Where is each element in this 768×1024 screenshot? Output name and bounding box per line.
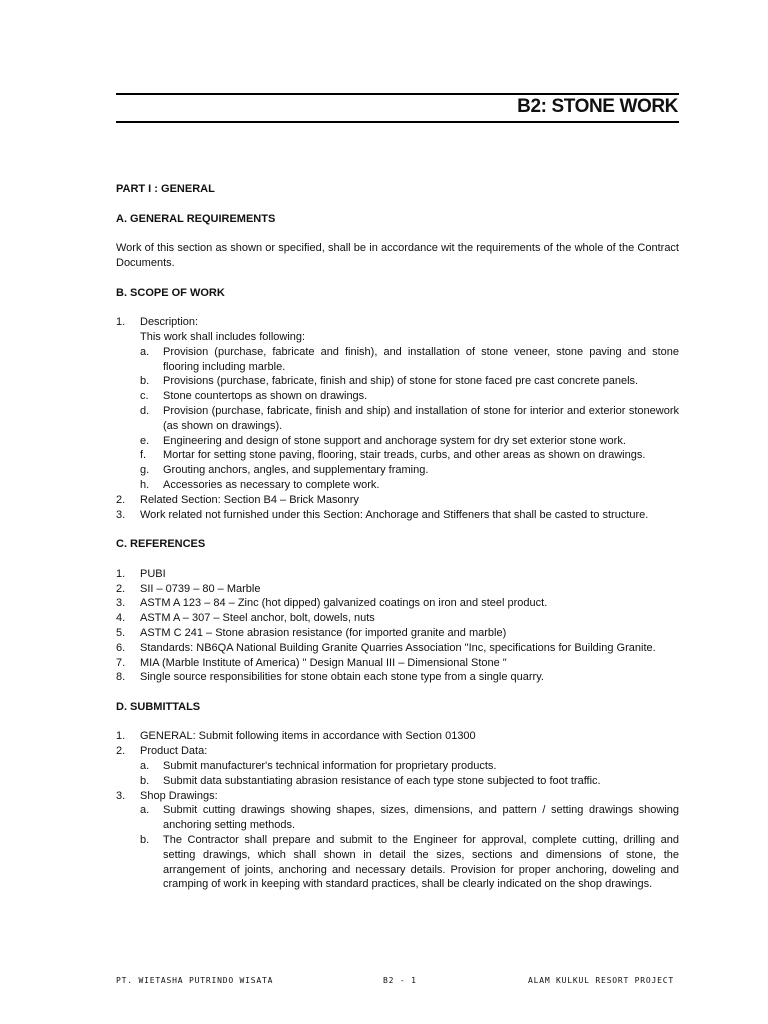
document-body: [116, 182, 679, 892]
list-text: Engineering and design of stone support and anchorage system for dry set exterior stone work.: [163, 434, 626, 447]
list-letter: c.: [140, 390, 149, 403]
list-number: 8.: [116, 671, 126, 684]
list-letter: a.: [140, 804, 150, 817]
list-item: [116, 315, 679, 330]
list-item: [116, 596, 679, 611]
list-item: [116, 744, 679, 759]
list-letter: a.: [140, 345, 150, 358]
section-b-heading: B. SCOPE OF WORK: [116, 286, 225, 299]
list-number: 1.: [116, 567, 126, 580]
list-number: 3.: [116, 597, 126, 610]
list-letter: h.: [140, 478, 150, 491]
list-item: [116, 789, 679, 804]
list-number: 1.: [116, 316, 126, 329]
list-subitem: [116, 374, 679, 389]
list-item: [116, 582, 679, 597]
list-item: [116, 508, 679, 523]
part-heading: PART I : GENERAL: [116, 183, 215, 195]
section-a-heading: A. GENERAL REQUIREMENTS: [116, 212, 276, 225]
list-text: This work shall includes following:: [140, 330, 306, 343]
list-number: 2.: [116, 582, 126, 595]
list-item: [116, 611, 679, 626]
list-text: Description:: [140, 316, 199, 329]
list-subitem: [116, 463, 679, 478]
document-title: B2: STONE WORK: [517, 96, 678, 117]
list-number: 4.: [116, 612, 126, 625]
list-number: 3.: [116, 789, 126, 802]
list-item: [116, 493, 679, 508]
footer-page-number: B2 - 1: [383, 976, 417, 985]
section-a-text: Work of this section as shown or specified, shall be in accordance wit the requirements of the whole of the Contract Documents.: [116, 242, 679, 269]
list-subitem: [116, 448, 679, 463]
list-subitem: [116, 759, 679, 774]
list-text: Stone countertops as shown on drawings.: [163, 390, 368, 403]
list-letter: b.: [140, 375, 150, 388]
list-letter: d.: [140, 404, 150, 417]
list-text: Grouting anchors, angles, and supplementary framing.: [163, 464, 429, 477]
list-subitem: [116, 478, 679, 493]
list-item: [116, 626, 679, 641]
list-subitem: [116, 803, 679, 833]
list-item: [116, 567, 679, 582]
list-text: ASTM A – 307 – Steel anchor, bolt, dowels, nuts: [140, 612, 375, 625]
list-item: [116, 330, 679, 345]
list-number: 3.: [116, 508, 126, 521]
list-letter: g.: [140, 464, 150, 477]
list-text: Provision (purchase, fabricate, finish and ship) and installation of stone for interior and exterior stonework (as shown on drawings).: [163, 404, 679, 432]
list-text: ASTM A 123 – 84 – Zinc (hot dipped) galvanized coatings on iron and steel product.: [140, 597, 548, 610]
list-text: Mortar for setting stone paving, flooring, stair treads, curbs, and other areas as shown on drawings.: [163, 449, 646, 462]
footer-company: PT. WIETASHA PUTRINDO WISATA: [116, 976, 274, 985]
list-item: [116, 641, 679, 656]
list-text: Accessories as necessary to complete work.: [163, 478, 380, 491]
list-number: 7.: [116, 656, 126, 669]
list-number: 2.: [116, 493, 126, 506]
list-text: Product Data:: [140, 745, 208, 758]
title-underline: [116, 121, 679, 123]
list-subitem: [116, 389, 679, 404]
footer-project: ALAM KULKUL RESORT PROJECT: [527, 976, 674, 985]
list-text: Provisions (purchase, fabricate, finish and ship) of stone for stone faced pre cast concrete panels.: [163, 375, 639, 388]
list-subitem: [116, 345, 679, 375]
list-text: Provision (purchase, fabricate and finish), and installation of stone veneer, stone paving and stone flooring including marble.: [163, 345, 679, 373]
section-d-heading: D. SUBMITTALS: [116, 700, 201, 713]
list-text: SII – 0739 – 80 – Marble: [140, 582, 261, 595]
list-item: [116, 656, 679, 671]
list-letter: b.: [140, 774, 150, 787]
list-subitem: [116, 833, 679, 892]
list-text: Submit manufacturer's technical information for proprietary products.: [163, 760, 497, 773]
list-item: [116, 729, 679, 744]
list-item: [116, 670, 679, 685]
list-number: 6.: [116, 641, 126, 654]
list-letter: b.: [140, 834, 150, 847]
list-text: PUBI: [140, 567, 166, 580]
list-text: Shop Drawings:: [140, 789, 218, 802]
section-c-heading: C. REFERENCES: [116, 538, 206, 551]
list-text: Single source responsibilities for stone obtain each stone type from a single quarry.: [140, 671, 544, 684]
list-text: The Contractor shall prepare and submit to the Engineer for approval, complete cutting, drilling and setting drawings, which shall shown in detail the sizes, sections and dimensions of stone, the arrangement of joints, anchoring and necessary details. Provision for proper anchoring, doweling and cramping of work in keeping with standard practices, shall be clearly indicated on the shop drawings.: [163, 834, 679, 891]
list-letter: f.: [140, 449, 147, 462]
list-text: Submit cutting drawings showing shapes, sizes, dimensions, and pattern / setting drawings showing anchoring setting methods.: [163, 804, 679, 832]
list-subitem: [116, 774, 679, 789]
list-text: Work related not furnished under this Section: Anchorage and Stiffeners that shall be casted to structure.: [140, 508, 649, 521]
list-text: Submit data substantiating abrasion resistance of each type stone subjected to foot traffic.: [163, 774, 601, 787]
list-text: Related Section: Section B4 – Brick Masonry: [140, 493, 359, 506]
list-number: 2.: [116, 745, 126, 758]
list-letter: a.: [140, 760, 150, 773]
list-number: 1.: [116, 730, 126, 743]
list-number: 5.: [116, 626, 126, 639]
list-text: Standards: NB6QA National Building Granite Quarries Association "Inc, specifications for Building Granite.: [140, 641, 656, 654]
list-subitem: [116, 404, 679, 434]
list-text: MIA (Marble Institute of America) " Design Manual III – Dimensional Stone ": [140, 656, 507, 669]
list-subitem: [116, 434, 679, 449]
list-text: ASTM C 241 – Stone abrasion resistance (for imported granite and marble): [140, 626, 507, 639]
top-rule: [116, 93, 679, 95]
list-letter: e.: [140, 434, 150, 447]
list-text: GENERAL: Submit following items in accordance with Section 01300: [140, 730, 476, 743]
